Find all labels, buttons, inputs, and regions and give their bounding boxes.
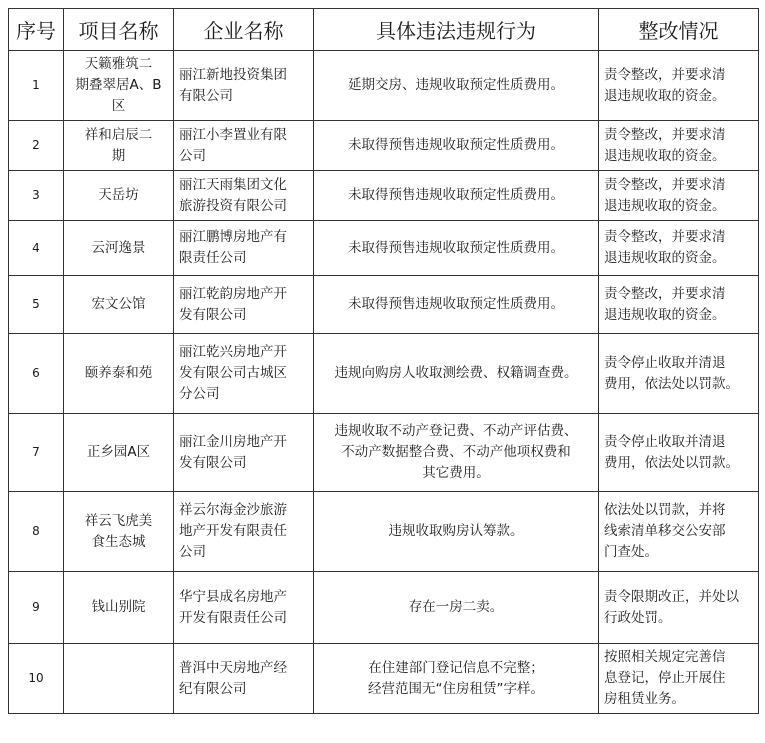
cell-rectification-line: 退违规收取的资金。 (604, 87, 726, 104)
cell-company (174, 414, 314, 492)
cell-rectification-line: 息登记，停止开展住 (604, 670, 726, 686)
cell-company (174, 492, 314, 572)
cell-rectification-line: 责令整改，并要求清 (604, 126, 726, 143)
cell-violation (314, 334, 599, 414)
cell-project-line: 钱山别院 (91, 599, 146, 615)
cell-violation (314, 644, 599, 714)
cell-company-line: 纪有限公司 (179, 680, 247, 697)
cell-company-line: 丽江鹏博房地产有 (179, 229, 287, 245)
header-cell-company: 企业名称 (174, 9, 314, 51)
table-row (9, 644, 759, 714)
header-cell-index: 序号 (9, 9, 64, 51)
cell-company-line: 丽江新地投资集团 (179, 66, 287, 83)
cell-project (64, 492, 174, 572)
cell-project-line: 期叠翠居A、B (75, 77, 162, 93)
cell-rectification-line: 费用，依法处以罚款。 (604, 454, 739, 471)
cell-rectification-line: 责令停止收取并清退 (604, 433, 726, 450)
cell-company-line: 普洱中天房地产经 (179, 659, 287, 676)
cell-company-line: 祥云尔海金沙旅游 (179, 502, 287, 518)
cell-violation (314, 171, 599, 221)
cell-index: 9 (9, 572, 64, 644)
cell-company-line: 华宁县成名房地产 (179, 588, 287, 605)
cell-rectification-line: 行政处罚。 (604, 609, 672, 626)
cell-project-line: 祥云飞虎美 (84, 512, 153, 529)
cell-company (174, 276, 314, 334)
cell-company-line: 丽江金川房地产开 (179, 433, 287, 450)
cell-project (64, 51, 174, 121)
cell-violation-line: 未取得预售违规收取预定性质费用。 (348, 137, 564, 153)
cell-violation (314, 121, 599, 171)
cell-project-line: 宏文公馆 (91, 296, 146, 312)
cell-company-line: 旅游投资有限公司 (179, 197, 287, 214)
cell-rectification-line: 按照相关规定完善信 (604, 649, 726, 665)
cell-violation-line: 未取得预售违规收取预定性质费用。 (348, 187, 564, 203)
cell-project (64, 572, 174, 644)
cell-project-line: 食生态城 (91, 533, 146, 550)
cell-company-line: 公司 (179, 147, 206, 164)
cell-violation-line: 未取得预售违规收取预定性质费用。 (348, 296, 564, 312)
cell-index: 3 (9, 171, 64, 221)
table-row (9, 414, 759, 492)
cell-rectification (599, 492, 759, 572)
cell-company (174, 221, 314, 276)
cell-project (64, 414, 174, 492)
cell-company-line: 丽江小李置业有限 (179, 126, 287, 143)
cell-violation-line: 延期交房、违规收取预定性质费用。 (348, 77, 564, 93)
table-row (9, 51, 759, 121)
cell-company (174, 121, 314, 171)
cell-project (64, 221, 174, 276)
cell-rectification-line: 责令整改，并要求清 (604, 176, 726, 193)
cell-project (64, 276, 174, 334)
cell-project-line: 天籁雅筑二 (84, 56, 153, 72)
cell-project (64, 644, 174, 714)
cell-company-line: 丽江乾韵房地产开 (179, 285, 287, 302)
cell-index: 1 (9, 51, 64, 121)
cell-index: 4 (9, 221, 64, 276)
cell-rectification (599, 644, 759, 714)
cell-rectification (599, 334, 759, 414)
cell-violation-line: 经营范围无“住房租赁”字样。 (368, 680, 544, 697)
cell-rectification-line: 线索清单移交公安部 (604, 523, 726, 539)
table-row (9, 276, 759, 334)
cell-company-line: 发有限公司古城区 (179, 365, 287, 381)
cell-rectification-line: 费用，依法处以罚款。 (604, 375, 739, 392)
cell-company-line: 开发有限责任公司 (179, 609, 287, 626)
cell-project (64, 171, 174, 221)
cell-rectification (599, 221, 759, 276)
cell-project-line: 期 (111, 147, 126, 164)
header-cell-rectification: 整改情况 (599, 9, 759, 51)
cell-rectification-line: 责令限期改正，并处以 (604, 588, 739, 605)
cell-violation-line: 违规收取不动产登记费、不动产评估费、 (334, 423, 578, 439)
cell-company (174, 171, 314, 221)
cell-company-line: 公司 (179, 544, 206, 560)
cell-rectification (599, 414, 759, 492)
cell-violation-line: 不动产数据整合费、不动产他项权费和 (341, 444, 571, 460)
violations-table (8, 8, 759, 714)
cell-company-line: 丽江乾兴房地产开 (179, 344, 287, 360)
table-row (9, 572, 759, 644)
table-row (9, 221, 759, 276)
cell-violation (314, 572, 599, 644)
cell-index: 7 (9, 414, 64, 492)
table-body (9, 51, 759, 714)
header-cell-project: 项目名称 (64, 9, 174, 51)
cell-index: 5 (9, 276, 64, 334)
cell-rectification-line: 责令整改，并要求清 (604, 66, 726, 83)
cell-company (174, 644, 314, 714)
cell-violation (314, 414, 599, 492)
table-row (9, 492, 759, 572)
cell-rectification (599, 572, 759, 644)
cell-index: 6 (9, 334, 64, 414)
cell-company-line: 限责任公司 (179, 250, 247, 266)
cell-rectification-line: 退违规收取的资金。 (604, 197, 726, 214)
table-row (9, 121, 759, 171)
cell-violation-line: 违规收取购房认筹款。 (388, 523, 524, 539)
cell-project (64, 121, 174, 171)
cell-company-line: 有限公司 (179, 87, 233, 104)
cell-violation-line: 未取得预售违规收取预定性质费用。 (348, 239, 564, 256)
cell-rectification (599, 121, 759, 171)
cell-violation-line: 在住建部门登记信息不完整； (368, 659, 544, 676)
cell-rectification-line: 房租赁业务。 (604, 691, 685, 707)
cell-violation (314, 221, 599, 276)
cell-company (174, 51, 314, 121)
cell-company (174, 572, 314, 644)
cell-rectification-line: 责令整改，并要求清 (604, 285, 726, 302)
cell-violation-line: 存在一房二卖。 (408, 599, 504, 615)
cell-rectification-line: 退违规收取的资金。 (604, 250, 726, 266)
table-row (9, 334, 759, 414)
cell-rectification (599, 51, 759, 121)
cell-company-line: 分公司 (179, 386, 220, 402)
cell-violation (314, 492, 599, 572)
cell-project-line: 天岳坊 (98, 187, 139, 203)
cell-project-line: 区 (111, 98, 126, 114)
cell-company-line: 丽江天雨集团文化 (179, 176, 287, 193)
cell-rectification-line: 责令整改，并要求清 (604, 229, 726, 245)
cell-project-line: 颐养泰和苑 (84, 365, 153, 381)
cell-violation (314, 276, 599, 334)
cell-company-line: 地产开发有限责任 (179, 523, 287, 539)
header-cell-violation: 具体违法违规行为 (314, 9, 599, 51)
cell-rectification-line: 退违规收取的资金。 (604, 147, 726, 164)
cell-rectification (599, 276, 759, 334)
cell-project-line: 云河逸景 (91, 239, 146, 256)
cell-violation-line: 违规向购房人收取测绘费、权籍调查费。 (334, 365, 578, 381)
cell-violation (314, 51, 599, 121)
cell-company-line: 发有限公司 (179, 306, 247, 323)
cell-rectification-line: 责令停止收取并清退 (604, 354, 726, 371)
cell-rectification-line: 依法处以罚款，并将 (604, 502, 726, 518)
cell-project-line: 正乡园A区 (86, 444, 151, 460)
cell-index: 2 (9, 121, 64, 171)
cell-index: 10 (9, 644, 64, 714)
cell-violation-line: 其它费用。 (422, 465, 490, 481)
table-row (9, 171, 759, 221)
cell-rectification-line: 门查处。 (604, 544, 658, 560)
cell-index: 8 (9, 492, 64, 572)
cell-rectification (599, 171, 759, 221)
cell-rectification-line: 退违规收取的资金。 (604, 306, 726, 323)
cell-company (174, 334, 314, 414)
cell-project (64, 334, 174, 414)
cell-company-line: 发有限公司 (179, 454, 247, 471)
header-row (9, 9, 759, 51)
cell-project-line: 祥和启辰二 (84, 126, 153, 143)
